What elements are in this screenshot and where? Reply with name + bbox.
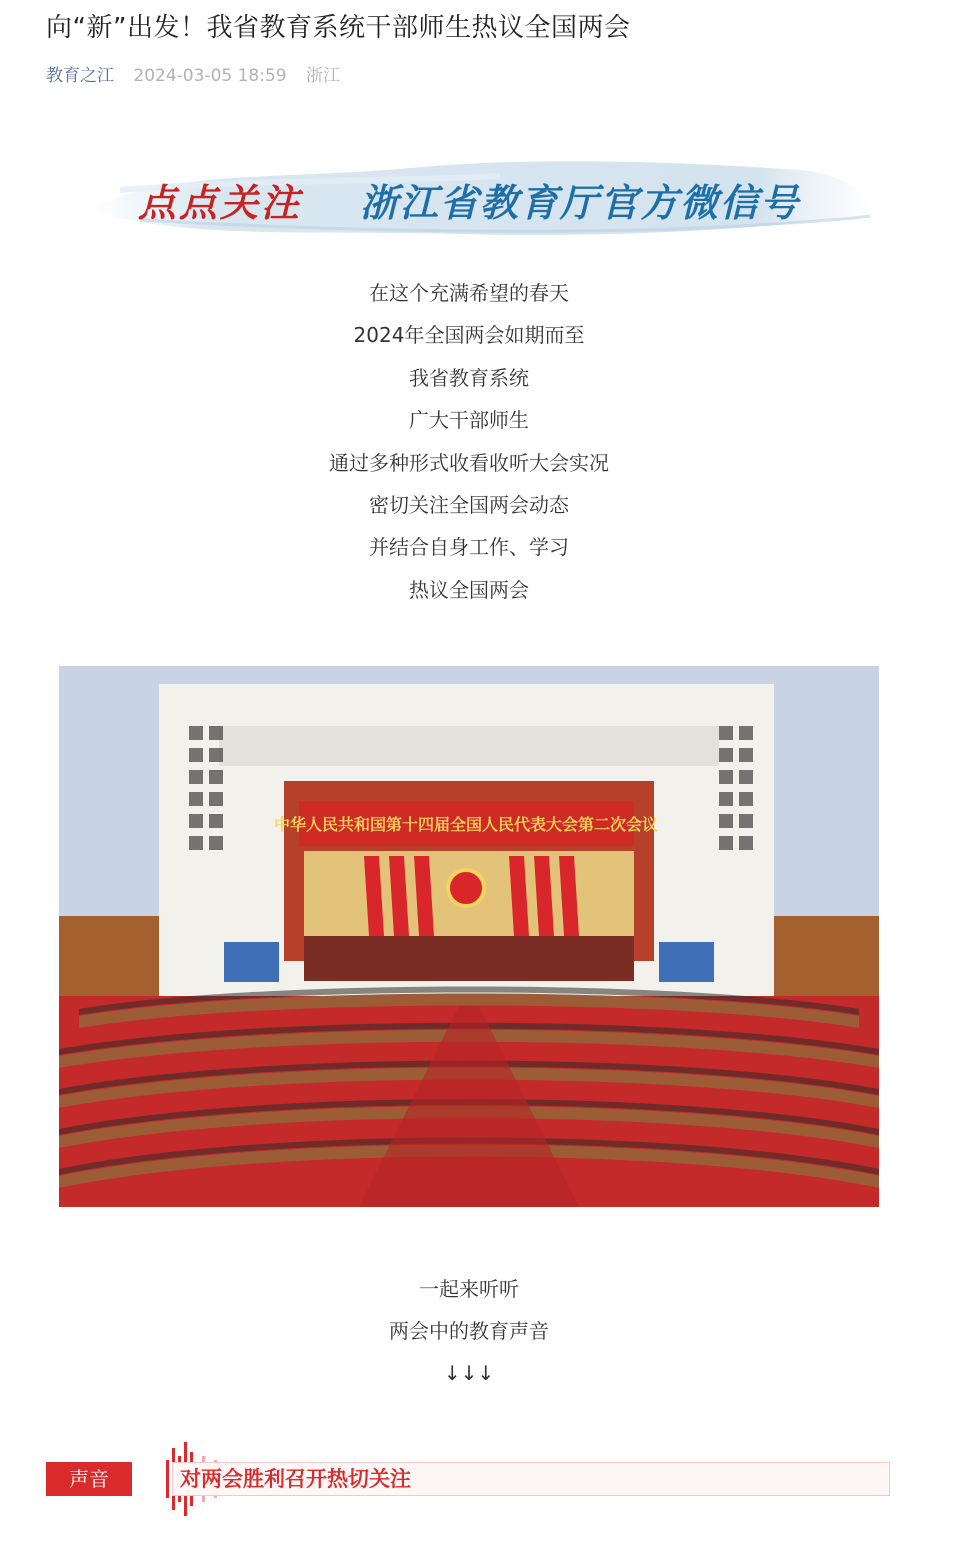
npc-hall-photo[interactable] bbox=[59, 666, 879, 1207]
publish-time: 2024-03-05 18:59 bbox=[133, 66, 287, 86]
publish-region: 浙江 bbox=[306, 66, 341, 86]
article-title: 向“新”出发！我省教育系统干部师生热议全国两会 bbox=[46, 13, 631, 43]
section-tag: 声音 bbox=[46, 1462, 132, 1496]
intro-line: 在这个充满希望的春天 bbox=[369, 281, 569, 305]
outro-line: 两会中的教育声音 bbox=[389, 1319, 549, 1343]
intro-line: 我省教育系统 bbox=[409, 365, 529, 390]
outro-poem bbox=[0, 1268, 938, 1394]
intro-line: 广大干部师生 bbox=[409, 408, 529, 433]
intro-line: 通过多种形式收看收听大会实况 bbox=[329, 450, 609, 475]
follow-text: 点点关注 bbox=[138, 180, 303, 225]
intro-poem bbox=[0, 272, 938, 611]
outro-line: 一起来听听 bbox=[419, 1277, 519, 1301]
intro-line: 并结合自身工作、学习 bbox=[369, 535, 569, 560]
follow-banner bbox=[80, 150, 880, 250]
section-header bbox=[46, 1438, 892, 1520]
article-meta bbox=[46, 64, 354, 88]
author-link[interactable]: 教育之江 bbox=[46, 66, 114, 86]
section-heading: 对两会胜利召开热切关注 bbox=[180, 1467, 411, 1491]
photo-banner-text: 中华人民共和国第十四届全国人民代表大会第二次会议 bbox=[273, 815, 659, 834]
official-account-text: 浙江省教育厅官方微信号 bbox=[360, 180, 801, 225]
intro-line: 密切关注全国两会动态 bbox=[369, 493, 569, 518]
intro-line: 热议全国两会 bbox=[409, 577, 529, 602]
intro-line: 2024年全国两会如期而至 bbox=[353, 323, 585, 348]
down-arrows: ↓↓↓ bbox=[443, 1361, 495, 1385]
